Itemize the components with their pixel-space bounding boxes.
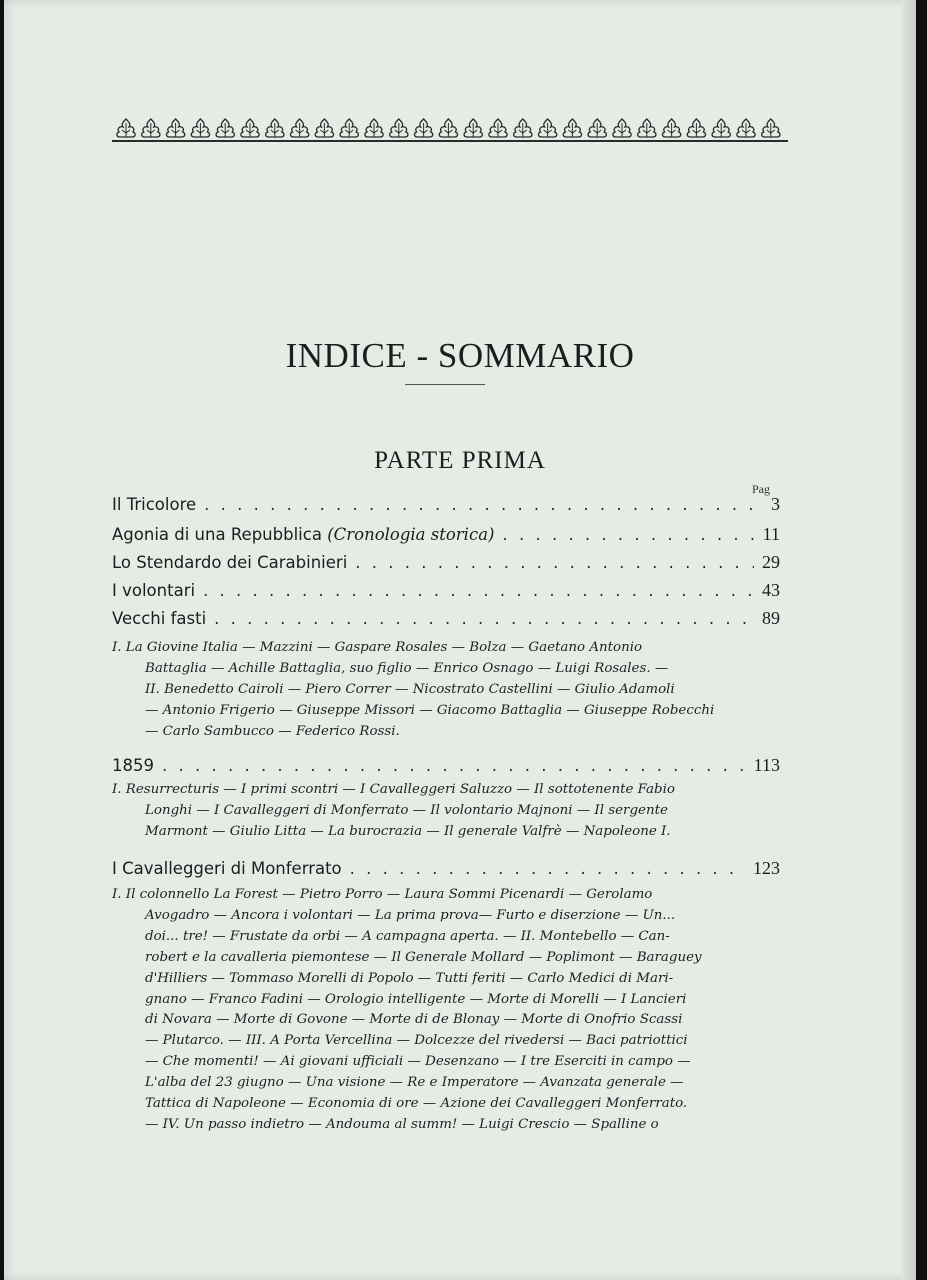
leader-dots bbox=[162, 756, 746, 775]
ornament-leaf-icon bbox=[166, 119, 184, 137]
ornament-leaf-icon bbox=[687, 119, 705, 137]
ornament-leaf-icon bbox=[142, 119, 160, 137]
ornament-leaf-icon bbox=[216, 119, 234, 137]
summary-line: di Novara — Morte di Govone — Morte di de Blonay — Morte di Onofrio Scassi bbox=[145, 1012, 683, 1028]
toc-entry-monferrato bbox=[112, 858, 780, 884]
toc-entry-page: 113 bbox=[753, 755, 780, 775]
ornament-leaf-icon bbox=[439, 119, 457, 137]
ornament-leaf-icon bbox=[563, 119, 581, 137]
summary-line: — Che momenti! — Ai giovani ufficiali — Desenzano — I tre Eserciti in campo — bbox=[145, 1054, 691, 1070]
toc-entry-page: 123 bbox=[753, 858, 780, 878]
summary-line: gnano — Franco Fadini — Orologio intelligente — Morte di Morelli — I Lancieri bbox=[145, 991, 687, 1007]
toc-entry-page: 89 bbox=[762, 608, 780, 628]
summary-line: I. Resurrecturis — I primi scontri — I Cavalleggeri Saluzzo — Il sottotenente Fabio bbox=[112, 782, 675, 797]
summary-line: I. La Giovine Italia — Mazzini — Gaspare Rosales — Bolza — Gaetano Antonio bbox=[112, 640, 643, 655]
summary-line: — IV. Un passo indietro — Andouma al summ! — Luigi Crescio — Spalline o bbox=[145, 1116, 659, 1132]
toc-entry-vecchi-fasti bbox=[112, 608, 780, 634]
ornament-leaf-icon bbox=[662, 119, 680, 137]
ornament-leaf-icon bbox=[365, 119, 383, 137]
summary-line: robert e la cavalleria piemontese — Il Generale Mollard — Poplimont — Baraguey bbox=[145, 949, 702, 965]
ornament-leaf-icon bbox=[638, 119, 656, 137]
toc-entry-note: (Cronologia storica) bbox=[327, 525, 495, 544]
leader-dots bbox=[502, 525, 754, 544]
ornament-border bbox=[112, 114, 788, 146]
toc-entry-page: 29 bbox=[762, 552, 780, 572]
ornament-leaf-icon bbox=[489, 119, 507, 137]
leader-dots bbox=[350, 859, 745, 878]
leader-dots bbox=[214, 609, 754, 628]
leader-dots bbox=[355, 553, 754, 572]
toc-entry-label: Vecchi fasti bbox=[112, 609, 207, 628]
summary-line: I. Il colonnello La Forest — Pietro Porro — Laura Sommi Picenardi — Gerolamo bbox=[112, 887, 653, 902]
summary-line: II. Benedetto Cairoli — Piero Correr — Nicostrato Castellini — Giulio Adamoli bbox=[145, 681, 675, 697]
summary-line: Tattica di Napoleone — Economia di ore — Azione dei Cavalleggeri Monferrato. bbox=[145, 1096, 688, 1112]
leader-dots bbox=[203, 581, 754, 600]
summary-monferrato bbox=[112, 885, 732, 1136]
ornament-leaf-icon bbox=[737, 119, 755, 137]
toc-entry-stendardo bbox=[112, 552, 780, 578]
page-edge bbox=[902, 0, 916, 1280]
toc-entry-page: 43 bbox=[762, 580, 780, 600]
ornament-leaf-icon bbox=[390, 119, 408, 137]
ornament-leaf-icon bbox=[414, 119, 432, 137]
ornament-leaf-icon bbox=[762, 119, 780, 137]
ornament-leaf-icon bbox=[712, 119, 730, 137]
ornament-leaf-icon bbox=[538, 119, 556, 137]
toc-entry-label: 1859 bbox=[112, 756, 154, 775]
ornament-leaf-icon bbox=[117, 119, 135, 137]
summary-line: — Carlo Sambucco — Federico Rossi. bbox=[145, 723, 400, 739]
summary-line: Avogadro — Ancora i volontari — La prima prova— Furto e diserzione — Un... bbox=[145, 907, 676, 923]
ornament-leaf-icon bbox=[290, 119, 308, 137]
toc-entry-label: I Cavalleggeri di Monferrato bbox=[112, 859, 342, 878]
summary-1859 bbox=[112, 780, 732, 843]
summary-line: L'alba del 23 giugno — Una visione — Re e Imperatore — Avanzata generale — bbox=[145, 1075, 684, 1091]
toc-entry-agonia bbox=[112, 524, 780, 550]
summary-line: Marmont — Giulio Litta — La burocrazia — Il generale Valfrè — Napoleone I. bbox=[145, 823, 671, 839]
summary-line: Longhi — I Cavalleggeri di Monferrato — Il volontario Majnoni — Il sergente bbox=[145, 802, 668, 818]
toc-entry-1859 bbox=[112, 755, 780, 781]
toc-entry-label: Il Tricolore bbox=[112, 495, 197, 514]
ornament-leaf-icon bbox=[266, 119, 284, 137]
toc-entry-label: I volontari bbox=[112, 581, 196, 600]
summary-line: d'Hilliers — Tommaso Morelli di Popolo — Tutti feriti — Carlo Medici di Mari- bbox=[145, 970, 674, 986]
page-title: INDICE - SOMMARIO bbox=[285, 336, 635, 375]
ornament-leaf-icon bbox=[241, 119, 259, 137]
ornament-leaf-icon bbox=[613, 119, 631, 137]
toc-entry-label: Agonia di una Repubblica (Cronologia storica) bbox=[112, 525, 495, 544]
summary-line: doi... tre! — Frustate da orbi — A campagna aperta. — II. Montebello — Can- bbox=[145, 928, 670, 944]
part-heading: PARTE PRIMA bbox=[374, 447, 546, 474]
toc-entry-label: Lo Stendardo dei Carabinieri bbox=[112, 553, 348, 572]
ornament-leaf-icon bbox=[514, 119, 532, 137]
summary-line: — Plutarco. — III. A Porta Vercellina — Dolcezze del rivedersi — Baci patriottici bbox=[145, 1033, 688, 1049]
page-column-label: Pag bbox=[752, 482, 770, 496]
ornament-leaf-icon bbox=[588, 119, 606, 137]
ornament-leaf-icon bbox=[191, 119, 209, 137]
toc-entry-page: 3 bbox=[771, 494, 780, 514]
summary-line: Battaglia — Achille Battaglia, suo figlio — Enrico Osnago — Luigi Rosales. — bbox=[145, 660, 669, 676]
ornament-leaf-icon bbox=[340, 119, 358, 137]
title-rule bbox=[405, 384, 485, 385]
book-page bbox=[4, 0, 916, 1280]
toc-entry-page: 11 bbox=[762, 524, 780, 544]
ornament-leaf-icon bbox=[464, 119, 482, 137]
ornament-leaf-icon bbox=[315, 119, 333, 137]
summary-vecchi-fasti bbox=[112, 638, 732, 743]
summary-line: — Antonio Frigerio — Giuseppe Missori — Giacomo Battaglia — Giuseppe Robecchi bbox=[145, 702, 715, 718]
leader-dots bbox=[204, 495, 763, 514]
toc-entry-tricolore bbox=[112, 494, 780, 520]
toc-entry-volontari bbox=[112, 580, 780, 606]
